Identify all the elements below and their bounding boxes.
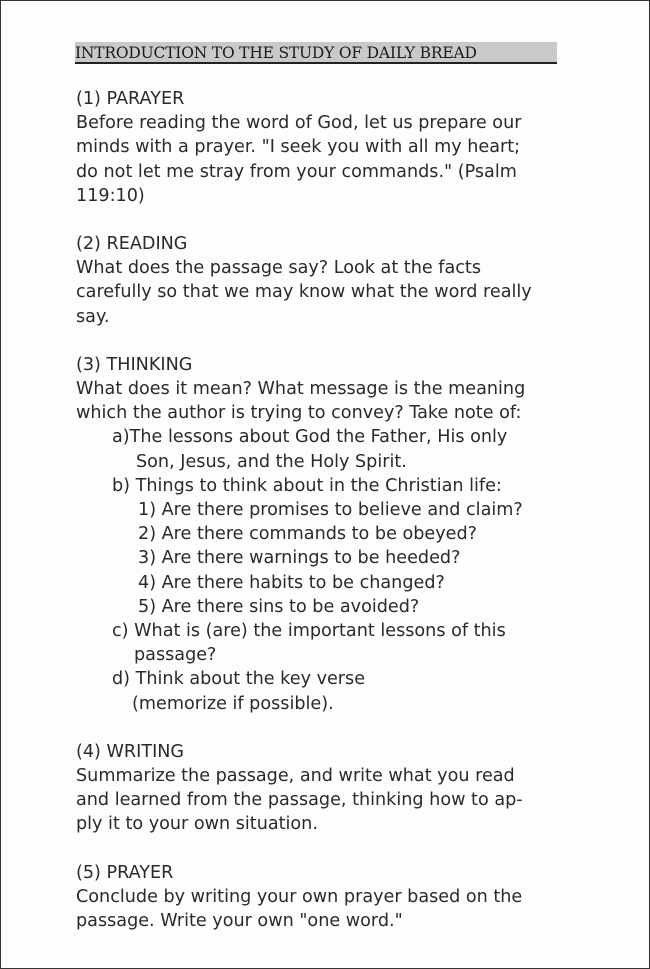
text-line: passage. Write your own "one word." <box>76 911 403 932</box>
content <box>76 87 566 957</box>
sub-item: 2) Are there commands to be obeyed? <box>138 524 477 545</box>
section-heading: (2) READING <box>76 234 188 255</box>
text-line: What does the passage say? Look at the facts <box>76 258 481 279</box>
text-line: 119:10) <box>76 185 145 206</box>
sub-item: 1) Are there promises to believe and claim? <box>138 500 523 521</box>
text-line: and learned from the passage, thinking how to ap- <box>76 790 523 811</box>
sub-item: 4) Are there habits to be changed? <box>138 572 445 593</box>
text-line: What does it mean? What message is the meaning <box>76 379 526 400</box>
list-label: a) <box>112 427 130 448</box>
list-item-c-cont: passage? <box>134 645 217 666</box>
section-thinking <box>76 353 566 716</box>
list-label: c) <box>112 621 129 642</box>
list-item-a <box>76 425 566 449</box>
text-line: minds with a prayer. "I seek you with all my heart; <box>76 137 521 158</box>
list-item-a-cont: Son, Jesus, and the Holy Spirit. <box>136 451 407 472</box>
text-line: which the author is trying to convey? Take note of: <box>76 403 522 424</box>
section-prayer <box>76 861 566 934</box>
text-line: Conclude by writing your own prayer based on the <box>76 886 523 907</box>
list-item-d-cont: (memorize if possible). <box>132 693 334 714</box>
list-text: The lessons about God the Father, His only <box>129 427 508 448</box>
list-label: d) <box>112 669 131 690</box>
sub-item: 3) Are there warnings to be heeded? <box>138 548 461 569</box>
page-title: INTRODUCTION TO THE STUDY OF DAILY BREAD <box>75 42 557 64</box>
text-line: Before reading the word of God, let us prepare our <box>76 113 522 134</box>
list-item-b <box>76 474 566 498</box>
section-heading: (5) PRAYER <box>76 862 174 883</box>
list-text: What is (are) the important lessons of this <box>134 621 506 642</box>
text-line: Summarize the passage, and write what you read <box>76 766 515 787</box>
section-writing <box>76 740 566 837</box>
section-heading: (1) PARAYER <box>76 89 185 109</box>
section-heading: (4) WRITING <box>76 741 185 762</box>
section-reading <box>76 232 566 329</box>
section-prayer-intro <box>76 87 566 208</box>
text-line: carefully so that we may know what the word really <box>76 282 532 303</box>
list-item-d <box>76 667 566 691</box>
section-heading: (3) THINKING <box>76 354 193 375</box>
list-item-c <box>76 619 566 643</box>
list-text: Think about the key verse <box>135 669 366 690</box>
text-line: do not let me stray from your commands." (Psalm <box>76 161 517 182</box>
list-text: Things to think about in the Christian life: <box>135 475 502 496</box>
sub-item: 5) Are there sins to be avoided? <box>138 596 420 617</box>
text-line: say. <box>76 306 110 327</box>
text-line: ply it to your own situation. <box>76 814 318 835</box>
list-label: b) <box>112 475 131 496</box>
